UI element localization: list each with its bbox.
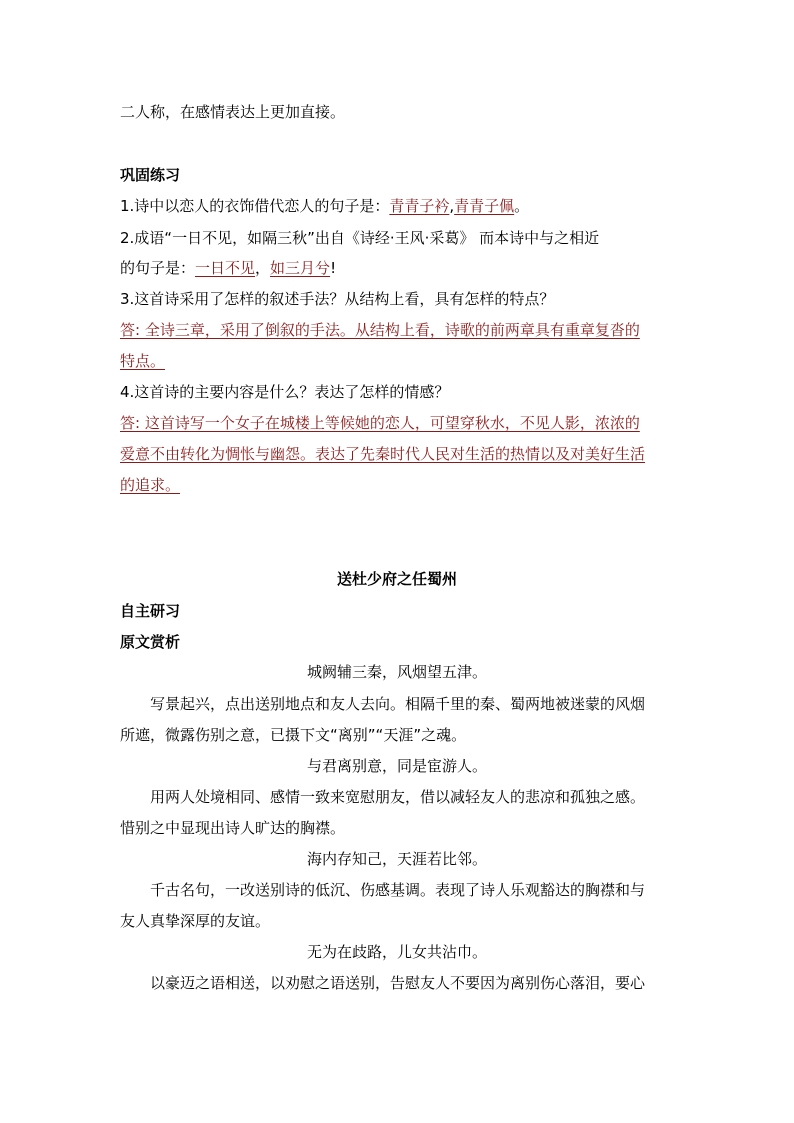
answer-3-line-1: 答: 全诗三章，采用了倒叙的手法。从结构上看，诗歌的前两章具有重章复沓的 [120,321,640,339]
question-2-line-2 [120,258,680,278]
verse-2: 与君离别意，同是宦游人。 [306,757,487,775]
question-1-end: 。 [514,197,530,215]
note-4-line-1: 以豪迈之语相送，以劝慰之语送别，告慰友人不要因为离别伤心落泪，要心 [150,974,646,992]
question-2-answer-2: 如三月兮 [270,259,331,277]
note-2-line-1: 用两人处境相同、感情一致来宽慰朋友，借以减轻友人的悲凉和孤独之感。 [150,788,646,806]
practice-heading: 巩固练习 [120,166,181,184]
note-3-line-2: 友人真挚深厚的友谊。 [120,912,271,930]
verse-3: 海内存知己，天涯若比邻。 [306,850,487,868]
verse-1: 城阙辅三秦，风烟望五津。 [306,663,487,681]
question-2-text: 的句子是： [120,259,196,277]
verse-4: 无为在歧路，儿女共沾巾。 [306,943,487,961]
question-1-answer-1: 青青子衿 [389,197,450,215]
question-2-line-1: 2.成语“一日不见，如隔三秋”出自《诗经·王风·采葛》 而本诗中与之相近 [120,229,600,247]
question-2-separator: ， [255,259,271,277]
question-4: 4.这首诗的主要内容是什么？表达了怎样的情感？ [120,383,450,401]
question-1 [120,196,680,216]
answer-3-line-2: 特点。 [120,352,166,370]
intro-line: 二人称，在感情表达上更加直接。 [120,103,346,121]
note-1-line-1: 写景起兴，点出送别地点和友人去向。相隔千里的秦、蜀两地被迷蒙的风烟 [150,695,646,713]
poem-title: 送杜少府之任蜀州 [336,570,457,588]
note-2-line-2: 惜别之中显现出诗人旷达的胸襟。 [120,819,346,837]
section-heading-appreciation: 原文赏析 [120,633,181,651]
question-3: 3.这首诗采用了怎样的叙述手法？从结构上看，具有怎样的特点？ [120,290,555,308]
section-heading-study: 自主研习 [120,602,181,620]
question-1-answer-2: 青青子佩 [454,197,515,215]
answer-4-line-2: 爱意不由转化为惆怅与幽怨。表达了先秦时代人民对生活的热情以及对美好生活 [120,445,646,463]
answer-4-line-3: 的追求。 [120,476,181,494]
note-3-line-1: 千古名句，一改送别诗的低沉、伤感基调。表现了诗人乐观豁达的胸襟和与 [150,881,646,899]
question-1-text: 1.诗中以恋人的衣饰借代恋人的句子是： [120,197,390,215]
question-2-answer-1: 一日不见 [195,259,256,277]
note-1-line-2: 所遮，微露伤别之意，已摄下文“离别”“天涯”之魂。 [120,726,467,744]
question-1-separator: , [449,197,455,215]
answer-4-line-1: 答: 这首诗写一个女子在城楼上等候她的恋人，可望穿秋水，不见人影，浓浓的 [120,414,640,432]
question-2-end: ! [330,259,337,277]
